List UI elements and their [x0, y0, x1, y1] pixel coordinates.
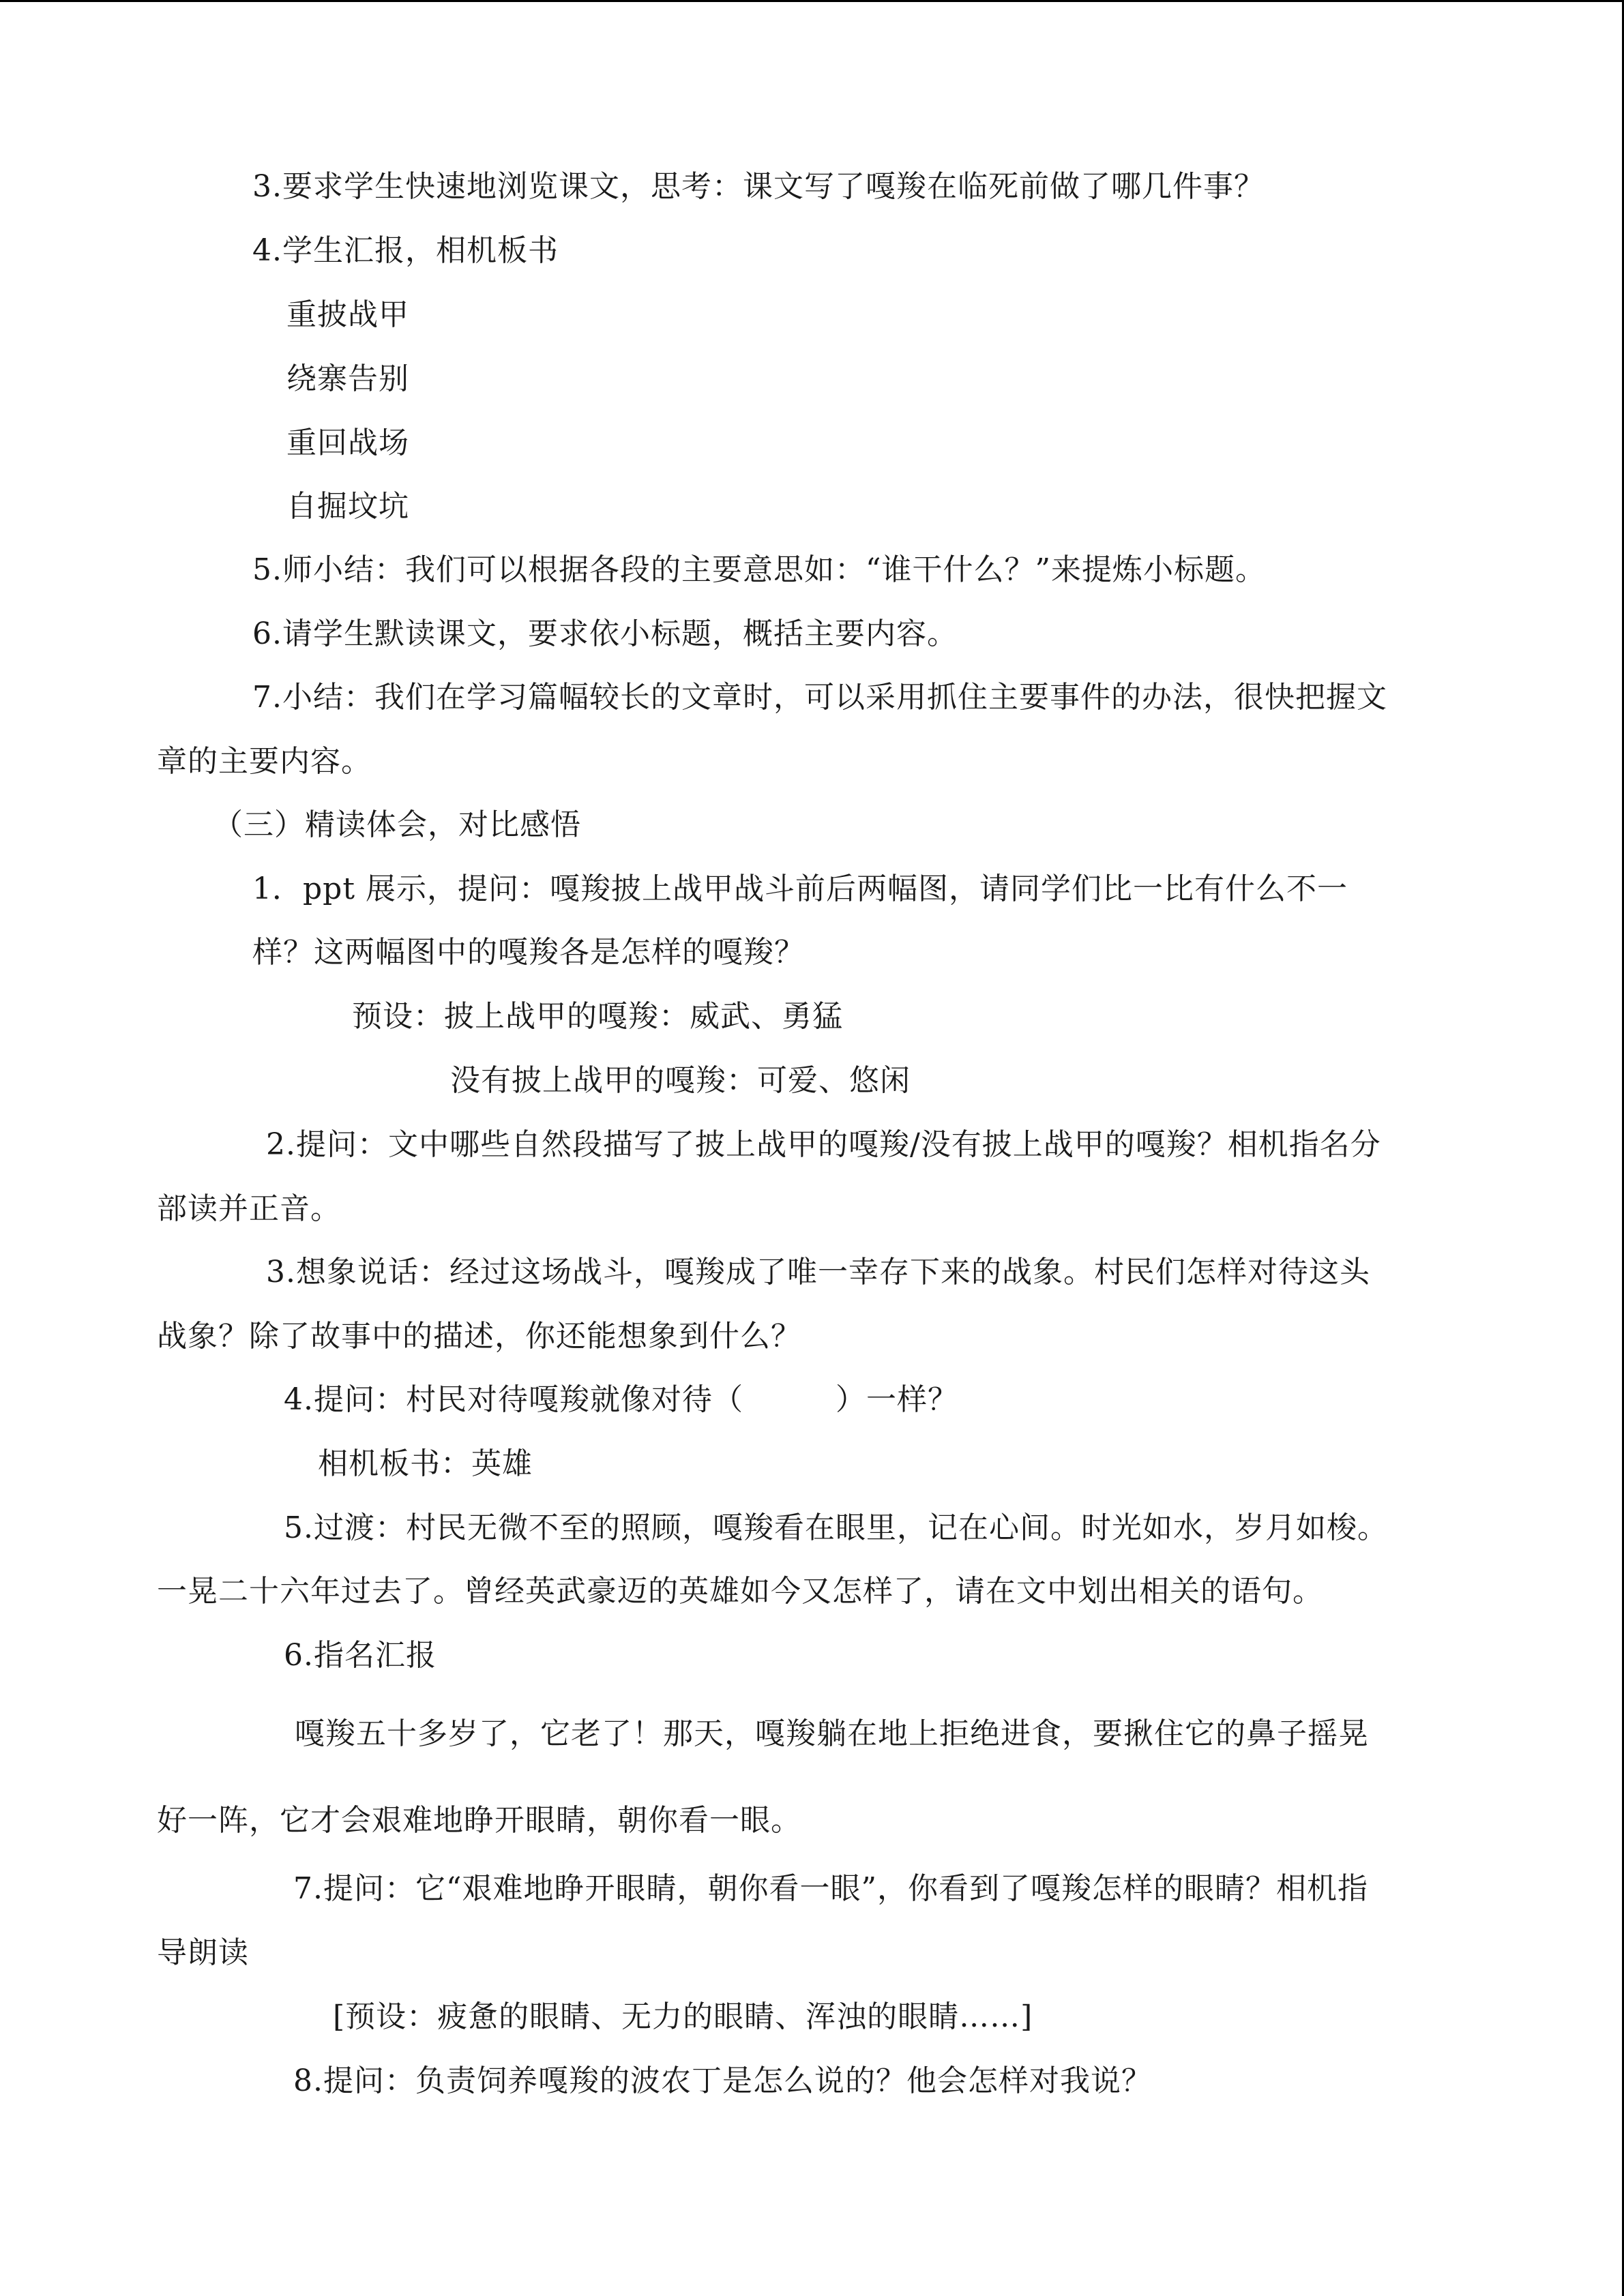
quoted-passage: 好一阵，它才会艰难地睁开眼睛，朝你看一眼。 [157, 1803, 801, 1838]
text-line: 8.提问：负责饲养嘎羧的波农丁是怎么说的？他会怎样对我说？ [293, 2063, 1152, 2098]
board-item: 自掘坟坑 [286, 489, 409, 524]
text-line: 7.小结：我们在学习篇幅较长的文章时，可以采用抓住主要事件的办法，很快把握文 [252, 680, 1387, 715]
text-line: 战象？除了故事中的描述，你还能想象到什么？ [157, 1319, 801, 1354]
text-line: 6.指名汇报 [284, 1638, 437, 1673]
text-line: 部读并正音。 [157, 1191, 341, 1226]
text-line: 4.提问：村民对待嘎羧就像对待（ ）一样？ [284, 1382, 958, 1417]
board-item: 重回战场 [286, 426, 409, 460]
text-line: 样？这两幅图中的嘎羧各是怎样的嘎羧？ [252, 935, 805, 970]
text-line: 预设：披上战甲的嘎羧：威武、勇猛 [352, 999, 843, 1034]
text-line: 3.想象说话：经过这场战斗，嘎羧成了唯一幸存下来的战象。村民们怎样对待这头 [266, 1255, 1370, 1289]
text-line: 章的主要内容。 [157, 744, 372, 779]
text-line: 相机板书：英雄 [318, 1446, 533, 1481]
text-line: 1．ppt 展示，提问：嘎羧披上战甲战斗前后两幅图，请同学们比一比有什么不一 [252, 871, 1348, 906]
text-line: 一晃二十六年过去了。曾经英武豪迈的英雄如今又怎样了，请在文中划出相关的语句。 [157, 1574, 1323, 1609]
text-line: 4.学生汇报，相机板书 [252, 233, 559, 268]
text-line: 5.过渡：村民无微不至的照顾，嘎羧看在眼里，记在心间。时光如水，岁月如梭。 [284, 1510, 1388, 1545]
board-item: 重披战甲 [286, 297, 409, 332]
section-heading: （三）精读体会，对比感悟 [213, 807, 581, 842]
text-line: 导朗读 [157, 1935, 249, 1970]
text-line: 5.师小结：我们可以根据各段的主要意思如：“谁干什么？”来提炼小标题。 [252, 552, 1266, 587]
text-line: 6.请学生默读课文，要求依小标题，概括主要内容。 [252, 616, 958, 651]
text-line: 没有披上战甲的嘎羧：可爱、悠闲 [450, 1063, 911, 1098]
board-item: 绕寨告别 [286, 361, 409, 396]
text-line: [预设：疲惫的眼睛、无力的眼睛、浑浊的眼睛……] [333, 1999, 1033, 2034]
text-line: 3.要求学生快速地浏览课文，思考：课文写了嘎羧在临死前做了哪几件事？ [252, 169, 1265, 204]
text-line: 7.提问：它“艰难地睁开眼睛，朝你看一眼”，你看到了嘎羧怎样的眼睛？相机指 [293, 1871, 1368, 1906]
quoted-passage: 嘎羧五十多岁了，它老了！那天，嘎羧躺在地上拒绝进食，要揪住它的鼻子摇晃 [295, 1716, 1369, 1751]
text-line: 2.提问：文中哪些自然段描写了披上战甲的嘎羧/没有披上战甲的嘎羧？相机指名分 [266, 1127, 1381, 1162]
